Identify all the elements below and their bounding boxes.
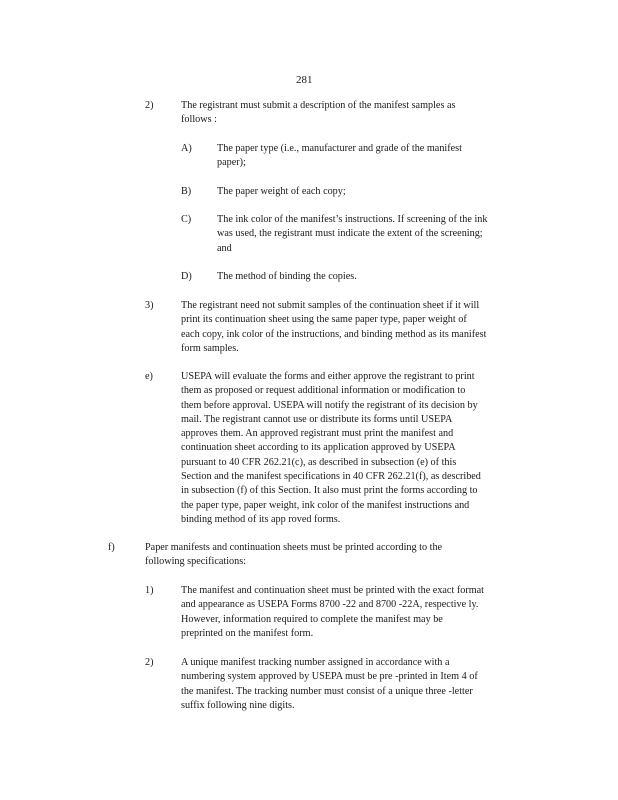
text-line: The registrant need not submit samples of the continuation sheet if it will bbox=[181, 300, 480, 311]
item-text bbox=[181, 584, 539, 641]
item-marker: 2) bbox=[145, 657, 154, 668]
text-line: in subsection (f) of this Section. It also must print the forms according to bbox=[181, 485, 478, 497]
item-marker: f) bbox=[108, 542, 115, 553]
text-line: print its continuation sheet using the same paper type, paper weight of bbox=[181, 314, 467, 326]
text-line: The method of binding the copies. bbox=[217, 271, 357, 282]
text-line: The registrant must submit a description of the manifest samples as bbox=[181, 100, 456, 111]
text-line: them before approval. USEPA will notify the registrant of its decision by bbox=[181, 399, 478, 411]
item-marker: 3) bbox=[145, 300, 154, 311]
text-line: numbering system approved by USEPA must be pre -printed in Item 4 of bbox=[181, 671, 478, 683]
text-line: was used, the registrant must indicate the extent of the screening; bbox=[217, 228, 483, 240]
item-text bbox=[181, 299, 539, 356]
text-line: Section and the manifest specifications in 40 CFR 262.21(f), as described bbox=[181, 471, 481, 483]
text-line: approves them. An approved registrant must print the manifest and bbox=[181, 428, 454, 440]
text-line: and bbox=[217, 242, 232, 254]
item-text bbox=[181, 99, 509, 128]
text-line: preprinted on the manifest form. bbox=[181, 627, 314, 639]
item-marker: C) bbox=[181, 214, 192, 225]
text-line: paper); bbox=[217, 157, 246, 169]
item-marker: 2) bbox=[145, 100, 154, 111]
text-line: pursuant to 40 CFR 262.21(c), as described in subsection (e) of this bbox=[181, 456, 457, 468]
text-line: them as proposed or request additional information or modification to bbox=[181, 385, 466, 397]
text-line: each copy, ink color of the instructions, and binding method as its manifest bbox=[181, 328, 487, 340]
page-number: 281 bbox=[296, 74, 313, 86]
item-marker: 1) bbox=[145, 585, 154, 596]
text-line: The manifest and continuation sheet must be printed with the exact format bbox=[181, 585, 484, 596]
item-text bbox=[181, 370, 539, 527]
text-line: The paper type (i.e., manufacturer and grade of the manifest bbox=[217, 143, 462, 154]
text-line: Paper manifests and continuation sheets must be printed according to the bbox=[145, 542, 443, 553]
item-marker: e) bbox=[145, 371, 153, 382]
item-marker: D) bbox=[181, 271, 192, 282]
text-line: The paper weight of each copy; bbox=[217, 186, 346, 197]
item-text bbox=[181, 656, 539, 713]
text-line: binding method of its app roved forms. bbox=[181, 513, 341, 525]
text-line: and appearance as USEPA Forms 8700 -22 and 8700 -22A, respective ly. bbox=[181, 599, 479, 611]
text-line: However, information required to complete the manifest may be bbox=[181, 613, 443, 625]
text-line: following specifications: bbox=[145, 556, 247, 568]
text-line: mail. The registrant cannot use or distribute its forms until USEPA bbox=[181, 413, 453, 425]
item-text bbox=[217, 142, 507, 171]
text-line: A unique manifest tracking number assigned in accordance with a bbox=[181, 657, 450, 668]
text-line: follows : bbox=[181, 114, 217, 126]
item-text bbox=[217, 270, 507, 284]
text-line: the manifest. The tracking number must consist of a unique three -letter bbox=[181, 685, 473, 697]
item-text bbox=[145, 541, 503, 570]
text-line: USEPA will evaluate the forms and either approve the registrant to print bbox=[181, 371, 475, 382]
text-line: continuation sheet according to its application approved by USEPA bbox=[181, 442, 456, 454]
text-line: suffix following nine digits. bbox=[181, 699, 295, 711]
text-line: the paper type, paper weight, ink color of the manifest instructions and bbox=[181, 499, 470, 511]
item-text bbox=[217, 213, 539, 256]
item-text bbox=[217, 185, 507, 199]
text-line: form samples. bbox=[181, 342, 239, 354]
text-line: The ink color of the manifest’s instructions. If screening of the ink bbox=[217, 214, 488, 225]
item-marker: B) bbox=[181, 186, 192, 197]
item-marker: A) bbox=[181, 143, 192, 154]
